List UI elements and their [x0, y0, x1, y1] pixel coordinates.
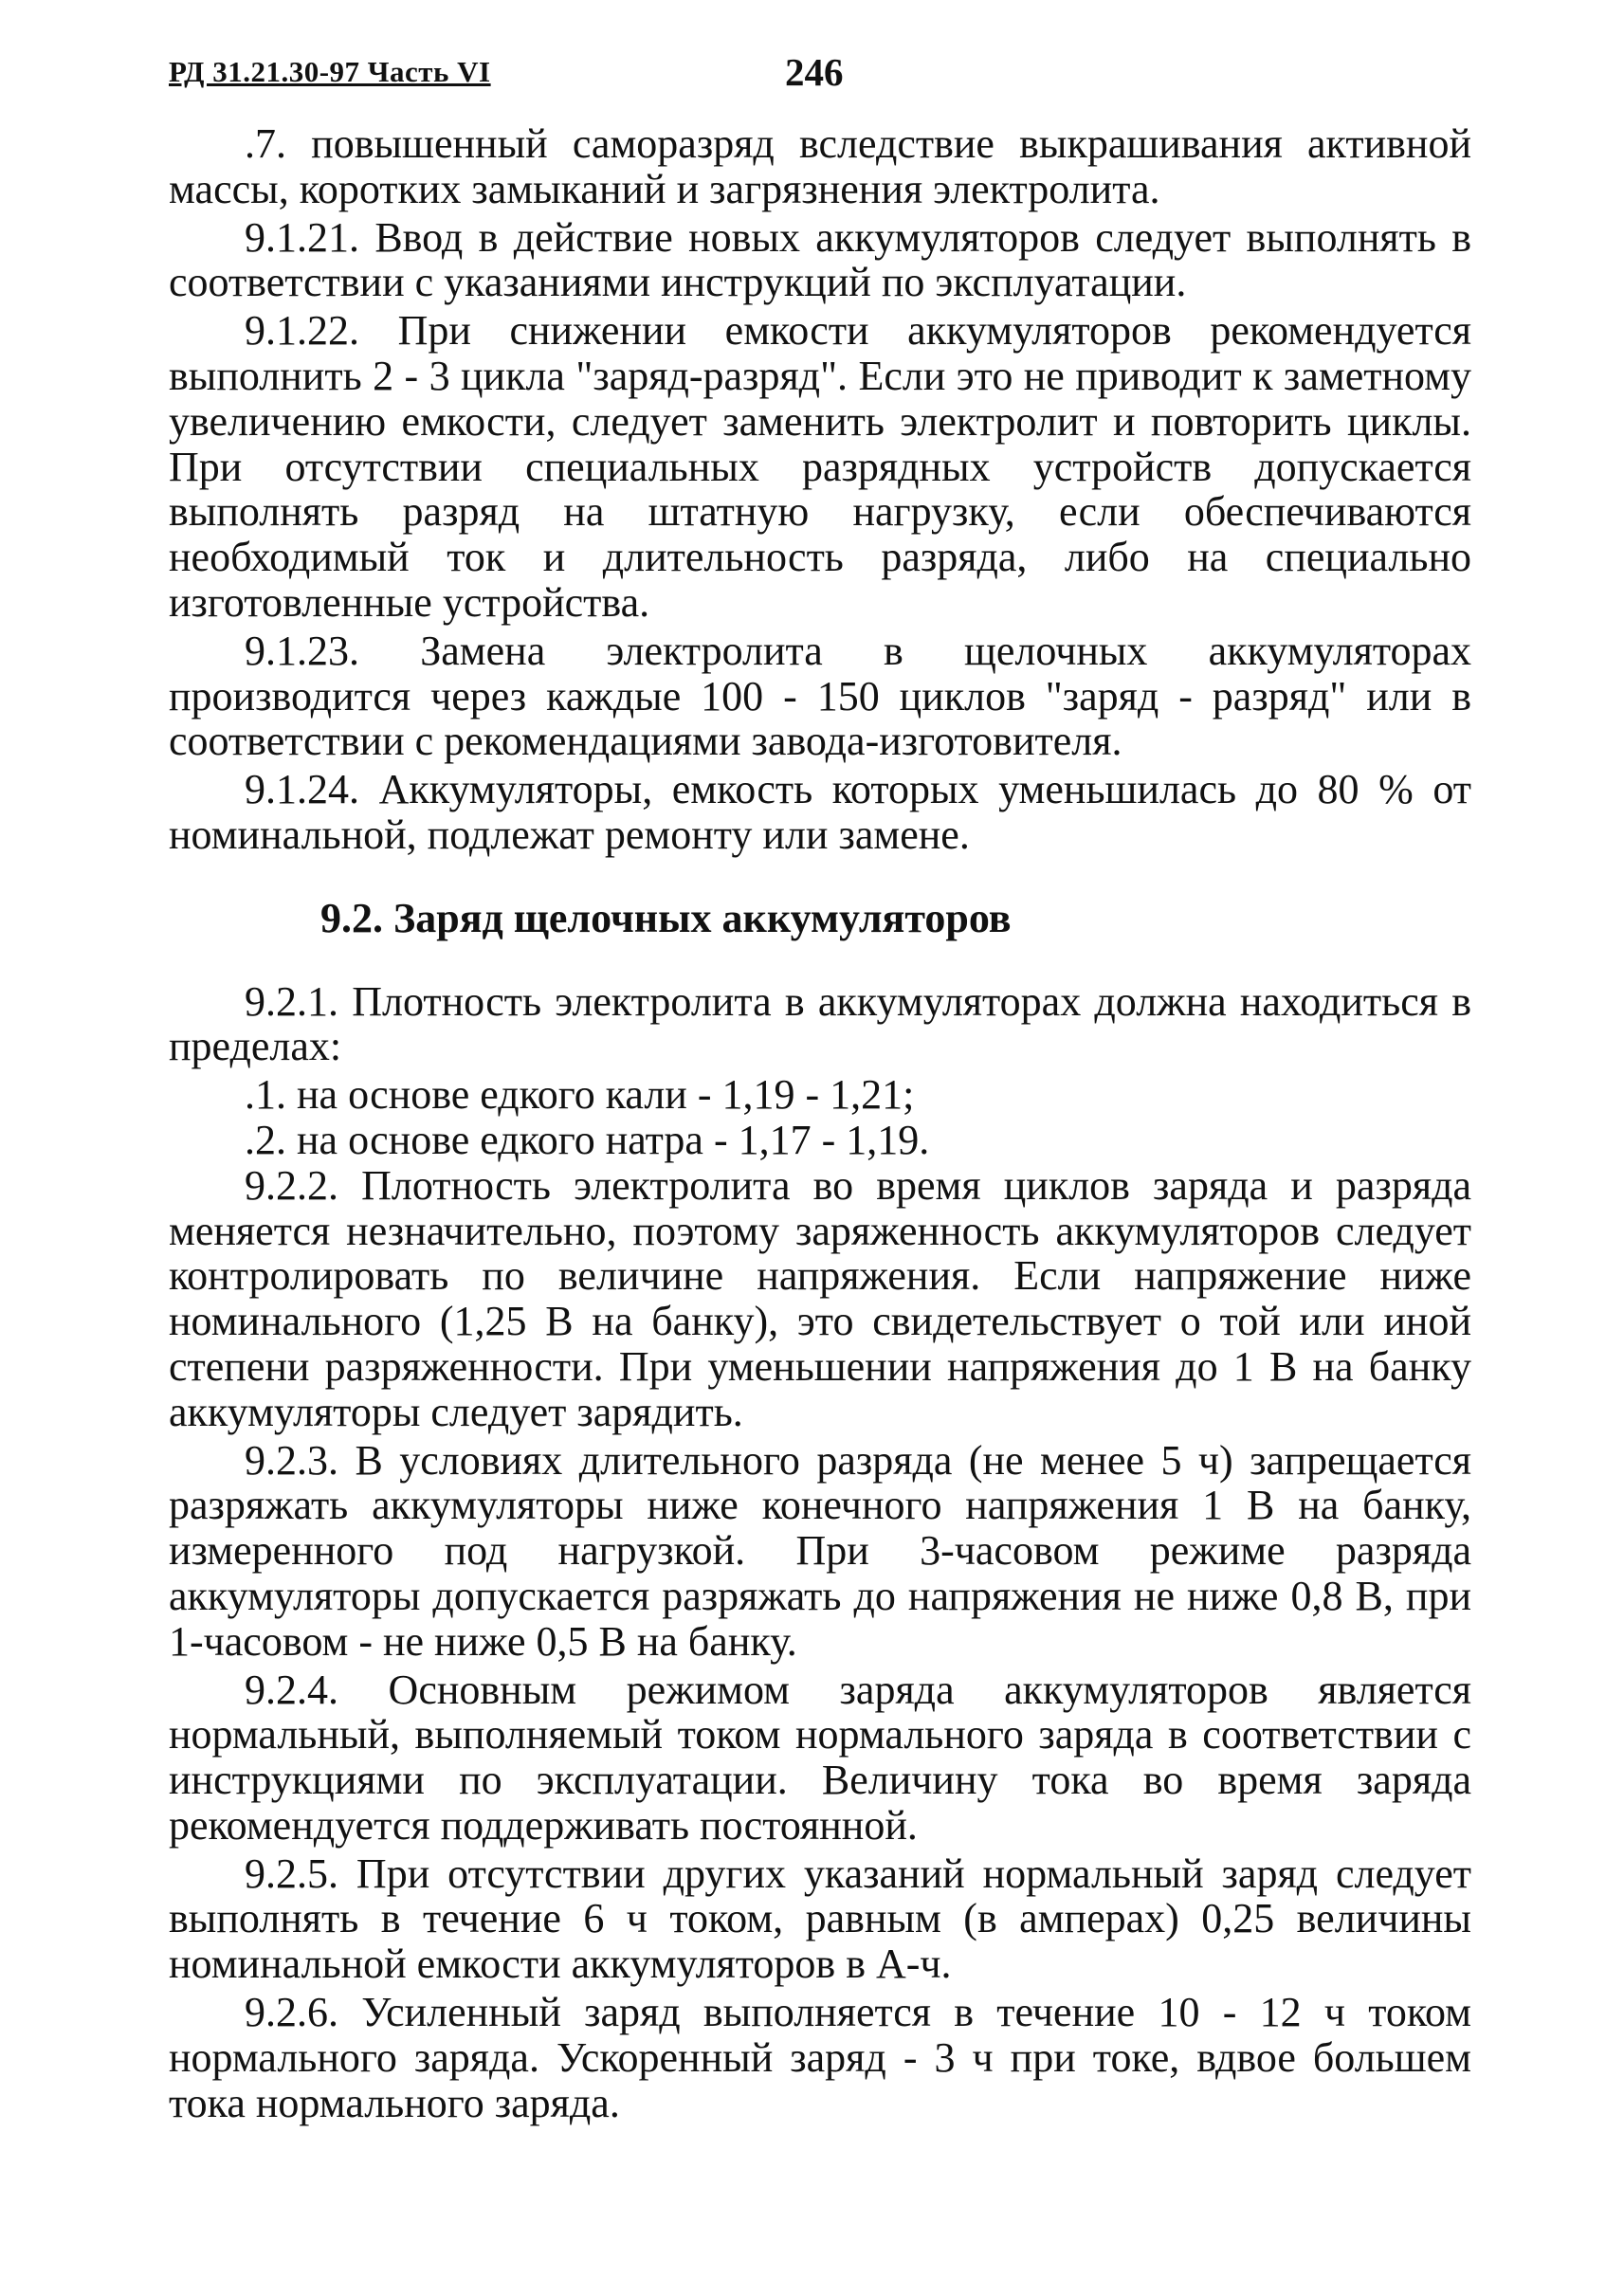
paragraph-9-2-3: 9.2.3. В условиях длительного разряда (не менее 5 ч) запрещается разряжать аккумуляторы ниже конечного напряжения 1 В на банку, измеренного под нагрузкой. При 3-часовом режиме разряда аккумуляторы допускается разряжать до напряжения не ниже 0,8 В, при 1-часовом - не ниже 0,5 В на банку. — [169, 1436, 1471, 1665]
body-text — [169, 121, 1471, 2128]
paragraph-9-1-23: 9.1.23. Замена электролита в щелочных аккумуляторах производится через каждые 100 - 150 циклов "заряд - разряд" или в соответствии с рекомендациями завода-изготовителя. — [169, 627, 1471, 765]
paragraph-9-2-4: 9.2.4. Основным режимом заряда аккумуляторов является нормальный, выполняемый током нормального заряда в соответствии с инструкциями по эксплуатации. Величину тока во время заряда рекомендуется поддерживать постоянной. — [169, 1666, 1471, 1849]
paragraph-9-1-24: 9.1.24. Аккумуляторы, емкость которых уменьшилась до 80 % от номинальной, подлежат ремонту или замене. — [169, 766, 1471, 858]
paragraph-9-1-22: 9.1.22. При снижении емкости аккумуляторов рекомендуется выполнить 2 - 3 цикла "заряд-разряд". Если это не приводит к заметному увеличению емкости, следует заменить электролит и повторить циклы. При отсутствии специальных разрядных устройств допускается выполнять разряд на штатную нагрузку, если обеспечиваются необходимый ток и длительность разряда, либо на специально изготовленные устройства. — [169, 307, 1471, 626]
page-number: 246 — [785, 50, 844, 94]
section-heading: 9.2. Заряд щелочных аккумуляторов — [320, 894, 1012, 941]
list-item-sodium: .2. на основе едкого натра - 1,17 - 1,19. — [245, 1116, 930, 1163]
paragraph-item-7: .7. повышенный саморазряд вследствие выкрашивания активной массы, коротких замыканий и загрязнения электролита. — [169, 120, 1471, 212]
document-code: РД 31.21.30-97 Часть VI — [169, 55, 491, 88]
paragraph-9-1-21: 9.1.21. Ввод в действие новых аккумуляторов следует выполнять в соответствии с указаниями инструкций по эксплуатации. — [169, 213, 1471, 306]
paragraph-9-2-5: 9.2.5. При отсутствии других указаний нормальный заряд следует выполнять в течение 6 ч током, равным (в амперах) 0,25 величины номинальной емкости аккумуляторов в А-ч. — [169, 1850, 1471, 1988]
page-header — [169, 49, 1496, 106]
paragraph-9-2-2: 9.2.2. Плотность электролита во время циклов заряда и разряда меняется незначительно, поэтому заряженность аккумуляторов следует контролировать по величине напряжения. Если напряжение ниже номинального (1,25 В на банку), это свидетельствует о той или иной степени разряженности. При уменьшении напряжения до 1 В на банку аккумуляторы следует зарядить. — [169, 1161, 1471, 1435]
list-item-potassium: .1. на основе едкого кали - 1,19 - 1,21; — [245, 1071, 915, 1119]
paragraph-9-2-1: 9.2.1. Плотность электролита в аккумуляторах должна находиться в пределах: — [169, 977, 1471, 1070]
paragraph-9-2-6: 9.2.6. Усиленный заряд выполняется в течение 10 - 12 ч током нормального заряда. Ускоренный заряд - 3 ч при токе, вдвое большем тока нормального заряда. — [169, 1989, 1471, 2126]
